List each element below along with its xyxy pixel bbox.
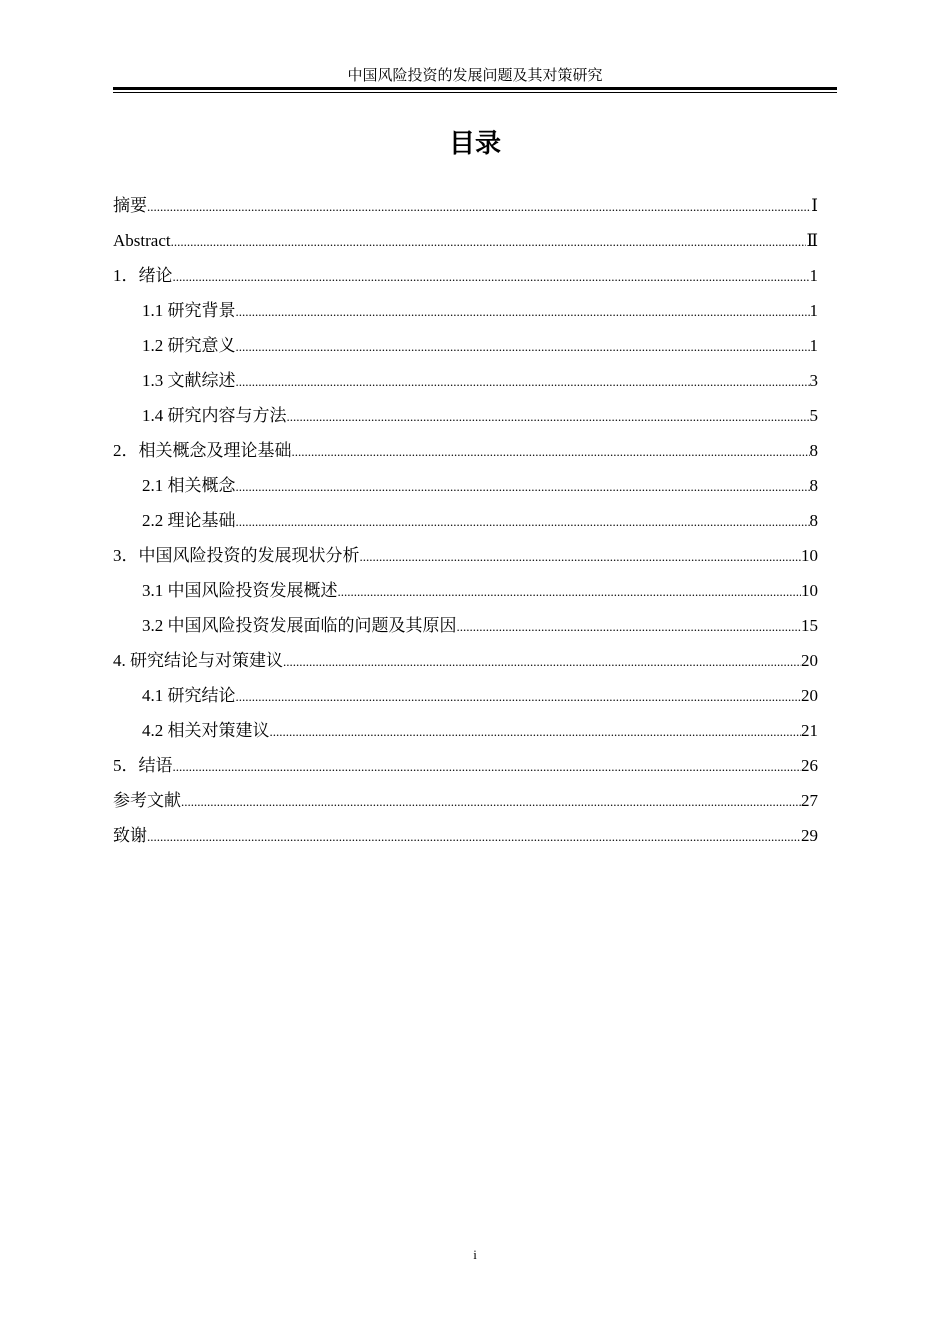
- toc-entry-label: Abstract: [113, 231, 171, 250]
- toc-entry-chapter-5[interactable]: [113, 748, 818, 783]
- toc-dot-leader: [236, 293, 810, 329]
- toc-dot-leader: [173, 258, 810, 294]
- header-rule-thick: [113, 87, 837, 90]
- toc-entry-abstract-en[interactable]: [113, 223, 818, 258]
- toc-entry-label: 1．绪论: [113, 266, 173, 285]
- toc-entry-page: 1: [809, 301, 818, 320]
- toc-entry-section-2-2[interactable]: [113, 503, 818, 538]
- page-number: i: [473, 1247, 477, 1262]
- toc-dot-leader: [236, 328, 810, 364]
- toc-entry-page: 26: [801, 756, 818, 775]
- toc-dot-leader: [181, 783, 801, 819]
- toc-dot-leader: [457, 608, 802, 644]
- toc-entry-chapter-4[interactable]: [113, 643, 818, 678]
- toc-dot-leader: [236, 468, 810, 504]
- toc-entry-page: 20: [801, 651, 818, 670]
- toc-entry-section-1-3[interactable]: [113, 363, 818, 398]
- toc-entry-page: 10: [801, 546, 818, 565]
- toc-entry-page: 29: [801, 826, 818, 845]
- toc-dot-leader: [270, 713, 802, 749]
- toc-entry-page: 8: [809, 511, 818, 530]
- toc-entry-label: 4. 研究结论与对策建议: [113, 651, 283, 670]
- toc-entry-label: 2.1 相关概念: [142, 476, 236, 495]
- header-rule-thin: [113, 92, 837, 93]
- toc-entry-label: 5．结语: [113, 756, 173, 775]
- toc-entry-label: 1.1 研究背景: [142, 301, 236, 320]
- toc-entry-label: 3.2 中国风险投资发展面临的问题及其原因: [142, 616, 457, 635]
- toc-entry-section-4-1[interactable]: [113, 678, 818, 713]
- toc-entry-page: Ⅰ: [811, 196, 818, 215]
- toc-dot-leader: [360, 538, 802, 574]
- toc-dot-leader: [283, 643, 801, 679]
- toc-dot-leader: [287, 398, 810, 434]
- toc-entry-section-4-2[interactable]: [113, 713, 818, 748]
- toc-entry-acknowledgements[interactable]: [113, 818, 818, 853]
- toc-entry-label: 1.2 研究意义: [142, 336, 236, 355]
- toc-entry-page: 20: [801, 686, 818, 705]
- toc-entry-section-3-1[interactable]: [113, 573, 818, 608]
- toc-dot-leader: [292, 433, 810, 469]
- toc-entry-label: 2．相关概念及理论基础: [113, 441, 292, 460]
- toc-dot-leader: [147, 188, 811, 224]
- toc-entry-section-3-2[interactable]: [113, 608, 818, 643]
- running-header: 中国风险投资的发展问题及其对策研究: [347, 68, 603, 84]
- toc-entry-references[interactable]: [113, 783, 818, 818]
- toc-entry-page: 8: [809, 441, 818, 460]
- toc-entry-section-1-1[interactable]: [113, 293, 818, 328]
- toc-entry-page: 8: [809, 476, 818, 495]
- toc-entry-page: 15: [801, 616, 818, 635]
- toc-entry-label: 致谢: [113, 826, 147, 845]
- toc-dot-leader: [147, 818, 801, 854]
- toc-entry-chapter-3[interactable]: [113, 538, 818, 573]
- toc-dot-leader: [236, 363, 810, 399]
- toc-entry-page: 10: [801, 581, 818, 600]
- toc-entry-label: 1.4 研究内容与方法: [142, 406, 287, 425]
- toc-entry-section-2-1[interactable]: [113, 468, 818, 503]
- toc-dot-leader: [173, 748, 802, 784]
- toc-entry-page: Ⅱ: [806, 231, 818, 250]
- toc-dot-leader: [171, 223, 807, 259]
- toc-entry-label: 参考文献: [113, 791, 181, 810]
- toc-entry-chapter-1[interactable]: [113, 258, 818, 293]
- toc-dot-leader: [338, 573, 802, 609]
- toc-entry-label: 摘要: [113, 196, 147, 215]
- toc-entry-label: 3．中国风险投资的发展现状分析: [113, 546, 360, 565]
- toc-dot-leader: [236, 678, 802, 714]
- toc-entry-page: 21: [801, 721, 818, 740]
- table-of-contents: [113, 188, 818, 853]
- toc-entry-chapter-2[interactable]: [113, 433, 818, 468]
- toc-entry-label: 4.1 研究结论: [142, 686, 236, 705]
- toc-entry-label: 3.1 中国风险投资发展概述: [142, 581, 338, 600]
- toc-entry-page: 1: [809, 266, 818, 285]
- toc-entry-page: 27: [801, 791, 818, 810]
- toc-dot-leader: [236, 503, 810, 539]
- toc-entry-abstract-cn[interactable]: [113, 188, 818, 223]
- toc-entry-label: 2.2 理论基础: [142, 511, 236, 530]
- toc-entry-page: 5: [809, 406, 818, 425]
- toc-entry-label: 4.2 相关对策建议: [142, 721, 270, 740]
- toc-entry-page: 1: [809, 336, 818, 355]
- toc-entry-section-1-4[interactable]: [113, 398, 818, 433]
- toc-title: 目录: [448, 129, 501, 159]
- toc-entry-page: 3: [809, 371, 818, 390]
- toc-entry-section-1-2[interactable]: [113, 328, 818, 363]
- toc-entry-label: 1.3 文献综述: [142, 371, 236, 390]
